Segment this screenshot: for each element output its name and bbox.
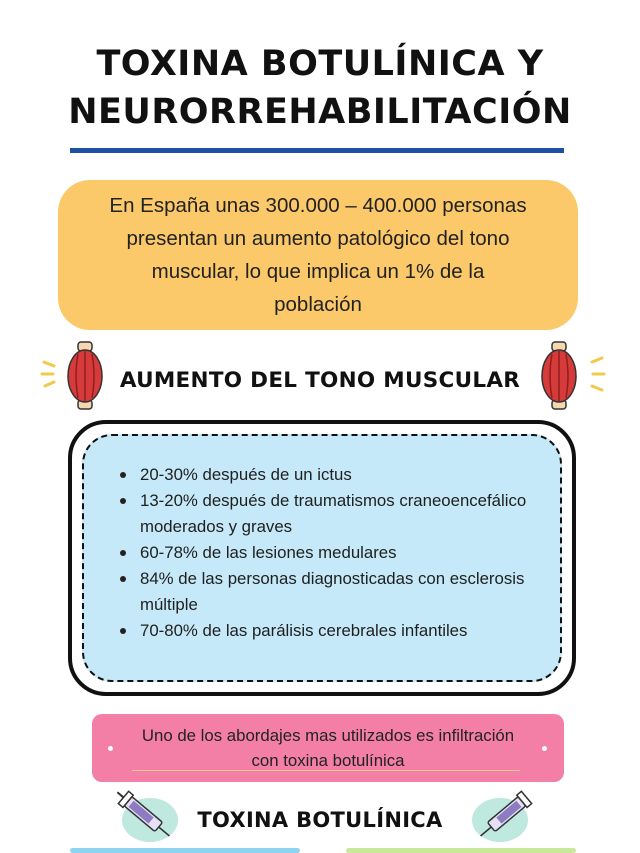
list-item: 60-78% de las lesiones medulares	[118, 540, 558, 566]
list-item: 84% de las personas diagnosticadas con esclerosis múltiple	[118, 566, 558, 618]
section-heading-tono: AUMENTO DEL TONO MUSCULAR	[119, 368, 521, 393]
callout-dot-right	[542, 746, 547, 751]
syringe-icon-right	[466, 786, 538, 848]
intro-text: En España unas 300.000 – 400.000 personas presentan un aumento patológico del tono muscular, lo que implica un 1% de la población	[109, 194, 527, 316]
title-line-1: TOXINA BOTULÍNICA Y	[96, 44, 544, 84]
next-panel-right	[346, 848, 576, 853]
callout-dot-left	[108, 746, 113, 751]
list-item: 70-80% de las parálisis cerebrales infantiles	[118, 618, 558, 644]
callout-underline	[132, 770, 520, 771]
stats-list	[118, 462, 558, 644]
intro-stat-box	[58, 180, 578, 330]
section-heading-toxina: TOXINA BOTULÍNICA	[197, 808, 443, 832]
callout-box	[92, 714, 564, 782]
list-item: 20-30% después de un ictus	[118, 462, 558, 488]
title-line-2: NEURORREHABILITACIÓN	[68, 92, 572, 132]
next-panel-left	[70, 848, 300, 853]
page-title	[0, 40, 640, 136]
callout-text: Uno de los abordajes mas utilizados es infiltración con toxina botulínica	[141, 726, 515, 770]
title-underline	[70, 148, 564, 153]
list-item: 13-20% después de traumatismos craneoencefálico moderados y graves	[118, 488, 558, 540]
muscle-icon-right	[530, 340, 606, 412]
